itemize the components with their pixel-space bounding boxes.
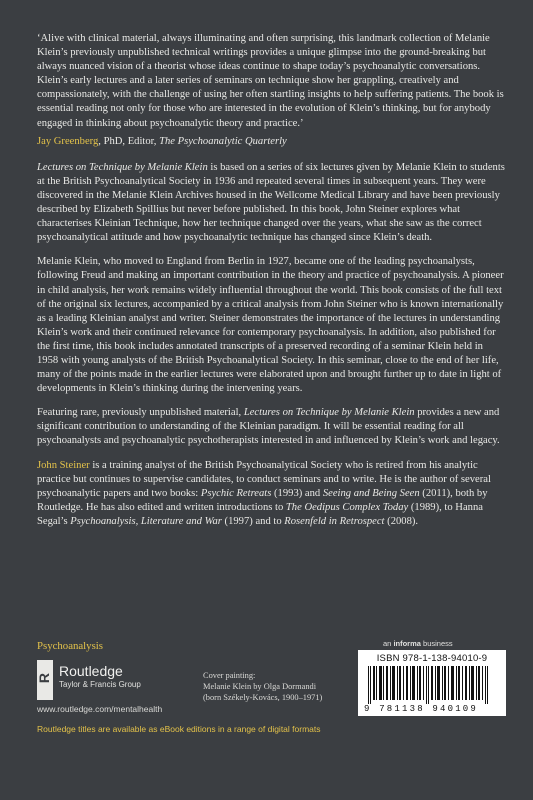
author-name: John Steiner (37, 459, 90, 471)
publisher-group: Taylor & Francis Group (59, 680, 141, 689)
description-paragraph-2: Melanie Klein, who moved to England from Berlin in 1927, became one of the leading psychoanalysts, following Freud and making an important contribution in the theory and practice of psychoanalysis. A pioneer in child analysis, her work remains widely influential throughout the world. This book consists of the full text of the original six lectures, accompanied by a critical analysis from John Steiner who is known internationally as a leading Kleinian analyst and writer. Steiner demonstrates the importance of the lectures in understanding Klein’s work and their continued relevance for contemporary psychoanalysis. In addition, also published for the first time, this book includes annotated transcripts of a preserved recording of a seminar Klein held in 1958 with young analysts of the British Psychoanalytical Society. In this seminar, close to the end of her life, many of the points made in the earlier lectures were elaborated upon and brought further up to date in light of developments in Klein’s thinking during the intervening years. (37, 256, 504, 395)
publisher-logo (37, 660, 177, 710)
barcode-digits: 9 781138 940109 (364, 704, 479, 714)
publisher-name: Routledge (59, 663, 123, 679)
ebook-note: Routledge titles are available as eBook editions in a range of digital formats (37, 724, 321, 734)
book-title-ref: Lectures on Technique by Melanie Klein (243, 407, 415, 419)
book-title-ref: Lectures on Technique by Melanie Klein (37, 161, 208, 173)
routledge-mark-icon: R (37, 660, 53, 700)
quote-attribution (37, 135, 505, 149)
endorsement-quote: ‘Alive with clinical material, always illuminating and often surprising, this landmark collection of Melanie Klein’s previously unpublished technical writings provides a unique glimpse into the ground-breaking but always nuanced vision of a theorist whose ideas continue to shape today’s psychoanalytic conversations. Klein’s early lectures and a later series of seminars on technique show her grappling, creatively and compassionately, with the challenge of using her often startling insights to help suffering patients. The book is essential reading not only for those who are interested in the evolution of Klein’s thinking, but for anybody engaged in thinking about psychoanalytic theory and practice.’ (37, 33, 504, 129)
subject-category: Psychoanalysis (37, 640, 103, 652)
back-cover-text (37, 32, 505, 539)
description-paragraph-3: Featuring rare, previously unpublished material, Lectures on Technique by Melanie Klein provides a new and significant contribution to understanding of the Kleinian paradigm. It will be essential reading for all psychoanalysts and psychoanalytic psychotherapists interested in and influenced by Klein’s work and legacy. (37, 407, 500, 447)
isbn-label: ISBN 978-1-138-94010-9 (376, 653, 488, 664)
description-paragraph-1: Lectures on Technique by Melanie Klein is based on a series of six lectures given by Melanie Klein to students at the British Psychoanalytical Society in 1936 and repeated several times in subsequent years. They were discovered in the Melanie Klein Archives housed in the Wellcome Medical Library and have been previously described by Elizabeth Spillius but never before published. In this book, John Steiner explores what characterises Kleinian Technique, how her technique changed over the years, what she saw as the correct psychoanalytical attitude and how psychoanalytic technique has changed since Klein’s death. (37, 161, 505, 244)
quote-role: , PhD, Editor, (98, 135, 160, 147)
barcode (358, 650, 506, 716)
informa-tagline: an informa business (383, 639, 453, 648)
cover-credit: Cover painting: Melanie Klein by Olga Dormandi (born Székely-Kovács, 1900–1971) (203, 671, 323, 702)
barcode-bars-icon (366, 666, 498, 704)
quote-journal: The Psychoanalytic Quarterly (159, 135, 287, 147)
quote-author: Jay Greenberg (37, 135, 99, 147)
publisher-url[interactable]: www.routledge.com/mentalhealth (37, 704, 163, 714)
author-bio: John Steiner is a training analyst of the British Psychoanalytical Society who is retired from his analytic practice but continues to supervise candidates, to conduct seminars and to write. He is the author of several psychoanalytic papers and two books: Psychic Retreats (1993) and Seeing and Being Seen (2011), both by Routledge. He has also edited and written introductions to The Oedipus Complex Today (1989), to Hanna Segal’s Psychoanalysis, Literature and War (1997) and to Rosenfeld in Retrospect (2008). (37, 459, 491, 527)
